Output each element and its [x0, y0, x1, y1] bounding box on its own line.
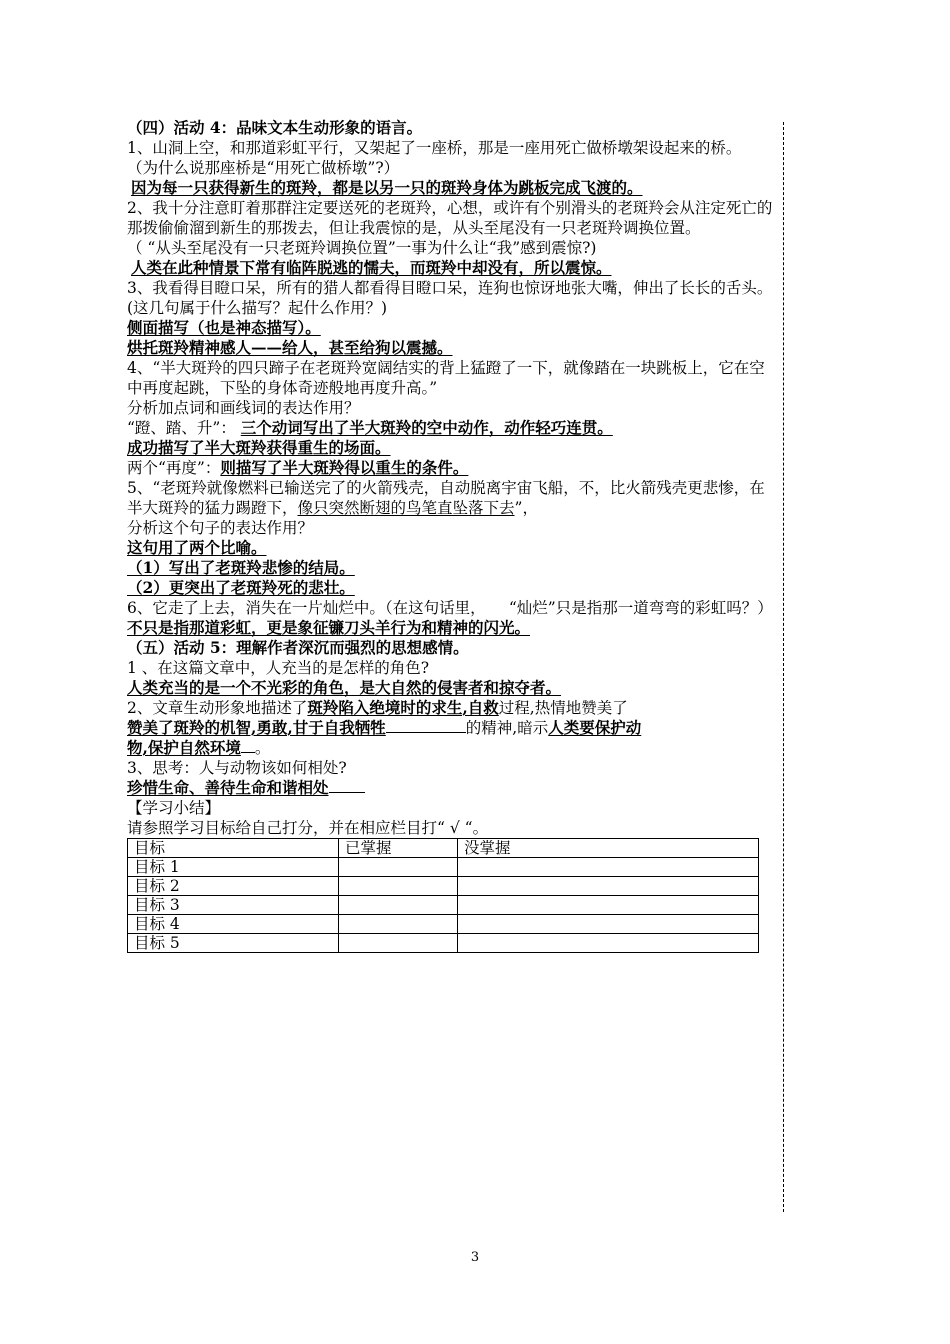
table-cell[interactable]: [339, 934, 458, 953]
section5-q2-mid-1: 过程,热情地赞美了: [498, 699, 628, 717]
table-cell[interactable]: [339, 915, 458, 934]
table-row: [128, 896, 759, 915]
section5-q2-pre: 2、文章生动形象地描述了: [127, 699, 308, 717]
table-cell[interactable]: [458, 858, 759, 877]
section4-q4-answer-1a: 三个动词写出了半大斑羚的空中动作，动作轻巧连贯。: [240, 418, 613, 437]
table-cell[interactable]: [458, 877, 759, 896]
section4-q2-prompt: （ “从头至尾没有一只老斑羚调换位置”一事为什么让“我”感到震惊?): [127, 239, 597, 257]
section4-q4-label-1: “蹬、踏、升”：: [127, 419, 236, 437]
table-cell: 目标 2: [128, 877, 339, 896]
section4-q1-text: 1、山洞上空，和那道彩虹平行，又架起了一座桥，那是一座用死亡做桥墩架设起来的桥。: [127, 139, 742, 157]
page-number: 3: [470, 1250, 480, 1265]
section5-q2-blank-1: 斑羚陷入绝境时的求生,自救: [307, 698, 499, 717]
section4-q5-text: [127, 478, 777, 518]
section5-q1-answer: 人类充当的是一个不光彩的角色，是大自然的侵害者和掠夺者。: [127, 678, 562, 697]
worksheet-page: [127, 118, 777, 953]
table-cell[interactable]: [458, 896, 759, 915]
section4-q4-label-2: 两个“再度”：: [127, 459, 221, 477]
table-row: [128, 877, 759, 896]
table-header-cell: 已掌握: [339, 839, 458, 858]
table-cell: 目标 5: [128, 934, 339, 953]
section4-q4-answer-2: 则描写了半大斑羚得以重生的条件。: [220, 458, 469, 477]
section5-q3-text: 3、思考：人与动物该如何相处?: [127, 759, 347, 777]
section5-q2-mid-2: 的精神,暗示: [465, 719, 549, 737]
section5-q2-end: 。: [254, 739, 271, 757]
table-cell[interactable]: [339, 877, 458, 896]
section4-q3-prompt: (这几句属于什么描写？起什么作用？): [127, 299, 388, 317]
table-cell[interactable]: [458, 915, 759, 934]
section4-q2-text: 2、我十分注意盯着那群注定要送死的老斑羚，心想，或许有个别滑头的老斑羚会从注定死亡的那拨偷偷溜到新生的那拨去，但让我震惊的是，从头至尾没有一只老斑羚调换位置。: [127, 199, 773, 237]
summary-instruction: 请参照学习目标给自己打分，并在相应栏目打“ √ “。: [127, 819, 489, 837]
table-cell: 目标 3: [128, 896, 339, 915]
table-cell[interactable]: [458, 934, 759, 953]
section5-q2: [127, 698, 777, 758]
table-header-row: [128, 839, 759, 858]
section4-q3-answer-1: 侧面描写（也是神态描写）。: [127, 318, 321, 337]
section4-q5-answer-3: （2）更突出了老斑羚死的悲壮。: [127, 578, 355, 597]
summary-heading: 【学习小结】: [127, 799, 221, 817]
table-cell: 目标 1: [128, 858, 339, 877]
section4-q1-answer: 因为每一只获得新生的斑羚，都是以另一只的斑羚身体为跳板完成飞渡的。: [131, 178, 643, 197]
section5-q3-answer: 珍惜生命、善待生命和谐相处: [127, 778, 329, 797]
table-row: [128, 915, 759, 934]
section4-q5-answer-1: 这句用了两个比喻。: [127, 538, 267, 557]
section4-q3-answer-2: 烘托斑羚精神感人——给人，甚至给狗以震撼。: [127, 338, 453, 357]
section4-q3-text: 3、我看得目瞪口呆，所有的猎人都看得目瞪口呆，连狗也惊讶地张大嘴，伸出了长长的舌头。: [127, 279, 773, 297]
section5-q1-text: 1 、在这篇文章中，人充当的是怎样的角色?: [127, 659, 430, 677]
margin-cut-line: [783, 122, 784, 1212]
section5-q2-blank-3a: 人类要保护动: [548, 718, 642, 737]
section4-q5-underlined-phrase: 像只突然断翅的鸟笔直坠落下去: [297, 499, 515, 517]
section4-q6-answer: 不只是指那道彩虹，更是象征镰刀头羊行为和精神的闪光。: [127, 618, 531, 637]
table-row: [128, 934, 759, 953]
section4-q5-prompt: 分析这个句子的表达作用？: [127, 519, 314, 537]
table-header-cell: 目标: [128, 839, 339, 858]
section4-heading: （四）活动 4：品味文本生动形象的语言。: [127, 118, 423, 137]
section4-q6-text: 6、它走了上去，消失在一片灿烂中。（在这句话里， “灿烂”只是指那一道弯弯的彩虹吗？）: [127, 599, 773, 617]
section5-q2-blank-3b: 物,保护自然环境: [127, 738, 241, 757]
section4-q5-answer-2: （1）写出了老斑羚悲惨的结局。: [127, 558, 355, 577]
table-header-cell: 没掌握: [458, 839, 759, 858]
table-cell[interactable]: [339, 896, 458, 915]
section4-q5-text-b: ”，: [514, 499, 538, 517]
section5-heading: （五）活动 5：理解作者深沉而强烈的思想感情。: [127, 638, 469, 657]
section5-q2-blank-2: 赞美了斑羚的机智,勇敢,甘于自我牺牲: [127, 718, 386, 737]
table-cell: 目标 4: [128, 915, 339, 934]
section4-q5-text-a: 5、“老斑羚就像燃料已输送完了的火箭残壳，自动脱离宇宙飞船，不，比火箭残壳更悲惨，在半大斑羚的猛力踢蹬下，: [127, 479, 765, 517]
table-row: [128, 858, 759, 877]
table-cell[interactable]: [339, 858, 458, 877]
section4-q4-prompt: 分析加点词和画线词的表达作用？: [127, 399, 360, 417]
section4-q2-answer: 人类在此种情景下常有临阵脱逃的懦夫，而斑羚中却没有，所以震惊。: [131, 258, 612, 277]
section4-q4-answer-1b: 成功描写了半大斑羚获得重生的场面。: [127, 438, 391, 457]
section4-q1-prompt: （为什么说那座桥是“用死亡做桥墩”?）: [127, 159, 400, 177]
section4-q4-text: 4、“半大斑羚的四只蹄子在老斑羚宽阔结实的背上猛蹬了一下，就像踏在一块跳板上，它在空中再度起跳，下坠的身体奇迹般地再度升高。”: [127, 359, 765, 397]
self-assessment-table: [127, 838, 759, 953]
